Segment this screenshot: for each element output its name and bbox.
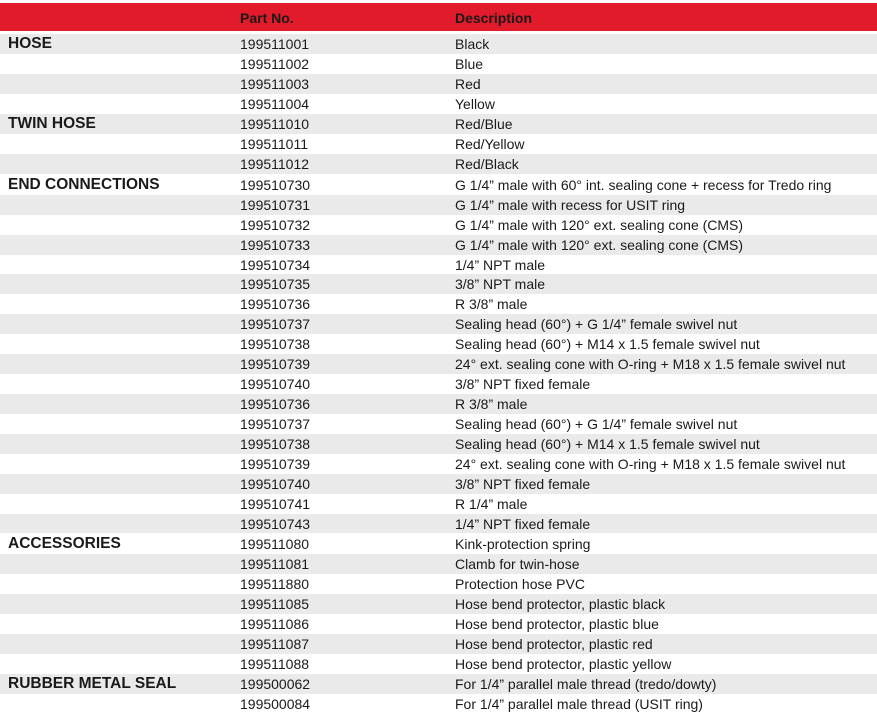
- group-label: HOSE: [8, 35, 52, 52]
- description: R 1/4” male: [455, 495, 528, 512]
- header-description: Description: [455, 10, 533, 26]
- table-row: [0, 314, 877, 334]
- table-row: [0, 34, 877, 54]
- part-number: 199511002: [240, 55, 310, 72]
- part-number: 199510733: [240, 236, 311, 253]
- part-number: 199500084: [240, 696, 311, 713]
- part-number: 199510734: [240, 256, 311, 273]
- description: 24° ext. sealing cone with O-ring + M18 x 1.5 female swivel nut: [455, 455, 846, 472]
- table-row: [0, 235, 877, 255]
- group-label: ACCESSORIES: [8, 535, 121, 553]
- part-number: 199510730: [240, 176, 311, 193]
- part-number: 199510743: [240, 515, 311, 532]
- description: G 1/4” male with 60° int. sealing cone + recess for Tredo ring: [455, 176, 832, 193]
- part-number: 199511086: [240, 615, 310, 632]
- description: For 1/4” parallel male thread (USIT ring): [455, 696, 703, 713]
- description: Hose bend protector, plastic yellow: [455, 655, 672, 672]
- description: Hose bend protector, plastic red: [455, 635, 653, 652]
- table-row: [0, 654, 877, 674]
- table-row: [0, 634, 877, 654]
- part-number: 199511012: [240, 156, 310, 173]
- table-row: [0, 554, 877, 574]
- description: Sealing head (60°) + G 1/4” female swivel nut: [455, 316, 738, 333]
- table-row: [0, 694, 877, 714]
- table-row: [0, 414, 877, 434]
- description: G 1/4” male with 120° ext. sealing cone (CMS): [455, 216, 744, 233]
- description: Sealing head (60°) + M14 x 1.5 female swivel nut: [455, 336, 760, 353]
- table-row: [0, 114, 877, 134]
- part-number: 199510740: [240, 376, 311, 393]
- table-row: [0, 594, 877, 614]
- table-row: [0, 434, 877, 454]
- description: 3/8” NPT male: [455, 276, 545, 293]
- part-number: 199510732: [240, 216, 311, 233]
- description: Red: [455, 75, 481, 92]
- description: R 3/8” male: [455, 395, 528, 412]
- table-row: [0, 215, 877, 235]
- part-number: 199511088: [240, 655, 310, 672]
- table-row: [0, 154, 877, 174]
- table-row: [0, 514, 877, 534]
- table-row: [0, 134, 877, 154]
- part-number: 199510739: [240, 455, 311, 472]
- table-row: [0, 94, 877, 114]
- table-row: [0, 354, 877, 374]
- part-number: 199511001: [240, 36, 310, 52]
- part-number: 199500062: [240, 676, 311, 693]
- table-row: [0, 195, 877, 215]
- part-number: 199511880: [240, 575, 310, 592]
- part-number: 199511081: [240, 556, 310, 573]
- description: Kink-protection spring: [455, 536, 591, 553]
- part-number: 199510741: [240, 495, 311, 512]
- description: 1/4” NPT fixed female: [455, 515, 591, 532]
- part-number: 199511004: [240, 95, 310, 112]
- description: For 1/4” parallel male thread (tredo/dowty): [455, 676, 717, 693]
- description: Black: [455, 36, 490, 52]
- part-number: 199510738: [240, 336, 311, 353]
- table-row: [0, 614, 877, 634]
- description: 1/4” NPT male: [455, 256, 545, 273]
- table-row: [0, 74, 877, 94]
- table-row: [0, 494, 877, 514]
- part-number: 199510737: [240, 316, 311, 333]
- part-number: 199510735: [240, 276, 311, 293]
- group-label: TWIN HOSE: [8, 115, 96, 133]
- description: Red/Blue: [455, 116, 513, 133]
- part-number: 199510736: [240, 395, 311, 412]
- part-number: 199511011: [240, 136, 308, 153]
- description: Sealing head (60°) + G 1/4” female swivel nut: [455, 415, 738, 432]
- table-row: [0, 394, 877, 414]
- description: Red/Black: [455, 156, 519, 173]
- part-number: 199510731: [240, 196, 311, 213]
- part-number: 199510737: [240, 415, 311, 432]
- part-number: 199511010: [240, 116, 310, 133]
- table-row: [0, 175, 877, 195]
- part-number: 199511085: [240, 595, 310, 612]
- table-row: [0, 454, 877, 474]
- table-row: [0, 534, 877, 554]
- description: R 3/8” male: [455, 296, 528, 313]
- part-number: 199511080: [240, 536, 310, 553]
- description: G 1/4” male with recess for USIT ring: [455, 196, 686, 213]
- description: Blue: [455, 55, 484, 72]
- table-row: [0, 274, 877, 294]
- table-row: [0, 374, 877, 394]
- part-number: 199510738: [240, 435, 311, 452]
- description: Sealing head (60°) + M14 x 1.5 female swivel nut: [455, 435, 760, 452]
- table-row: [0, 574, 877, 594]
- header-part-no: Part No.: [240, 10, 294, 26]
- table-body: [0, 34, 877, 714]
- table-header: [0, 3, 877, 31]
- group-label: END CONNECTIONS: [8, 175, 160, 193]
- part-number: 199510740: [240, 475, 311, 492]
- description: 24° ext. sealing cone with O-ring + M18 x 1.5 female swivel nut: [455, 356, 846, 373]
- description: Hose bend protector, plastic blue: [455, 615, 659, 632]
- table-row: [0, 255, 877, 275]
- table-row: [0, 54, 877, 74]
- table-row: [0, 474, 877, 494]
- table-row: [0, 294, 877, 314]
- description: Red/Yellow: [455, 136, 525, 153]
- description: 3/8” NPT fixed female: [455, 376, 591, 393]
- description: 3/8” NPT fixed female: [455, 475, 591, 492]
- part-number: 199511087: [240, 635, 310, 652]
- description: Yellow: [455, 95, 495, 112]
- table-row: [0, 674, 877, 694]
- description: Hose bend protector, plastic black: [455, 595, 666, 612]
- table-row: [0, 334, 877, 354]
- description: G 1/4” male with 120° ext. sealing cone (CMS): [455, 236, 744, 253]
- description: Clamb for twin-hose: [455, 556, 580, 573]
- part-number: 199510736: [240, 296, 311, 313]
- part-number: 199510739: [240, 356, 311, 373]
- group-label: RUBBER METAL SEAL: [8, 675, 177, 693]
- part-number: 199511003: [240, 75, 310, 92]
- description: Protection hose PVC: [455, 575, 585, 592]
